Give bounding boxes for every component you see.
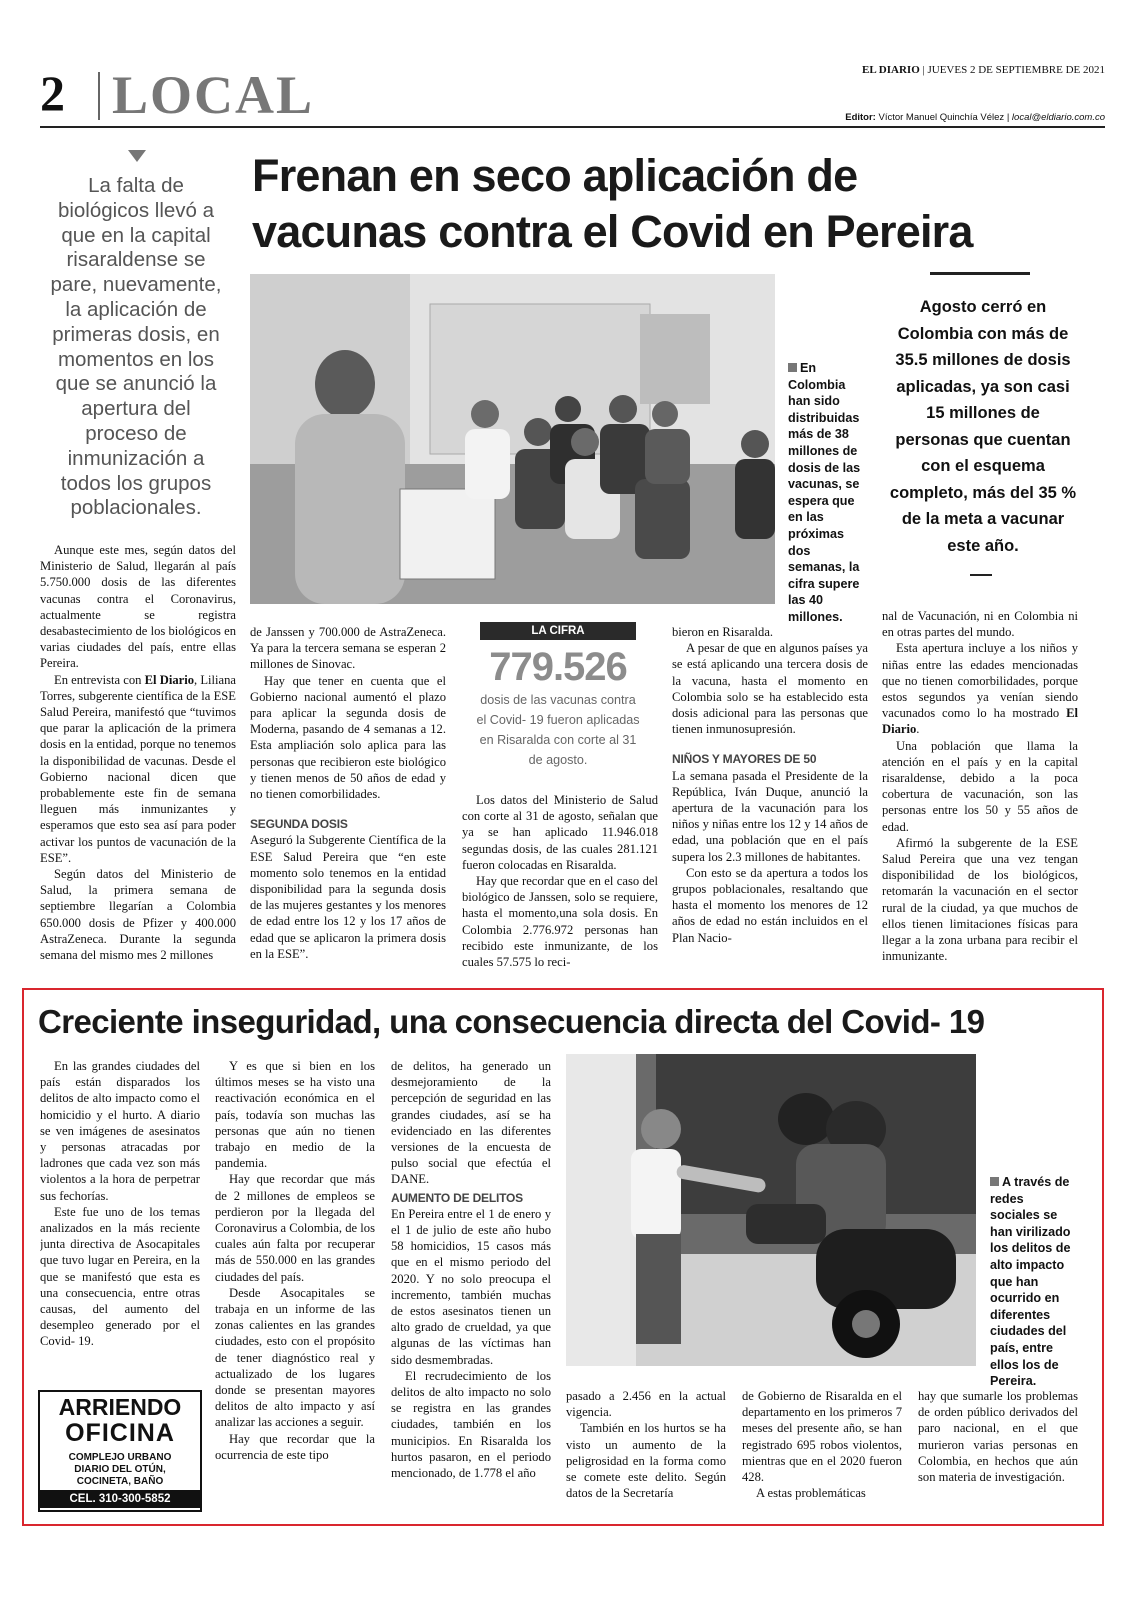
article2-column-1: En las grandes ciudades del país están disparados los delitos de alto impacto como el homicidio y el hurto. A diario se ven imágenes de asesinatos y personas atracadas por ladrones que cada vez son más violentos a la hora de perpetrar sus fechorías. Este fue uno de los temas analizados en la más reciente junta directiva de Asocapitales que tuvo lugar en Pereira, en la que se manifestó que esta es una consecuencia, entre otras causas, del aumento del desempleo generado por el Covid- 19. [40,1059,200,1349]
vaccination-scene [250,274,775,604]
section-title: LOCAL [112,65,315,125]
article1-pullquote: Agosto cerró en Colombia con más de 35.5 millones de dosis aplicadas, ya son casi 15 millones de personas que cuentan con el esquema completo, más del 35 % de la meta a vacunar este año. [889,298,1077,555]
page-header [40,60,1105,130]
editor-email[interactable]: local@eldiario.com.co [1011,112,1105,123]
caption-marker [788,363,797,372]
vaccination-photo [250,274,775,604]
article1-column-4: bieron en Risaralda. A pesar de que en algunos países ya se está aplicando una tercera dosis de la vacuna, hasta el momento en Colombia solo se ha establecido esta dosis adicional para las personas que tienen inmunosupresión. NIÑOS Y MAYORES DE 50 La semana pasada el Presidente de la República, Iván Duque, anunció la apertura de la vacunación para los niños y niñas entre los 12 y 14 años de edad, una población que en el país supera los 2.3 millones de habitantes. Con esto se da apertura a todos los grupos poblacionales, resaltando que hasta el momento los menores de 12 años de edad no están incluidos en el Plan Nacio- [672,625,868,945]
masthead-line: EL DIARIO | JUEVES 2 DE SEPTIEMBRE DE 2021 [861,64,1105,76]
paper-name: EL DIARIO [861,64,920,76]
page-number: 2 [40,65,65,121]
cifra-text: dosis de las vacunas contra el Covid- 19 fueron aplicadas en Risaralda con corte al 31 de agosto. [476,693,640,767]
article1-headline: Frenan en seco aplicación de vacunas contra el Covid en Pereira [252,150,973,257]
header-divider [98,72,100,120]
article1-column-3: Los datos del Ministerio de Salud con corte al 31 de agosto, señalan que ya se han aplicado 11.946.018 segundas dosis, de las cuales 281.121 fueron colocadas en Risaralda. Hay que recordar que en el caso del biológico de Janssen, solo se requiere, hasta el momento,una sola dosis. En Colombia 2.776.972 personas han recibido este inmunizante, de los cuales 57.575 lo reci- [462,793,658,970]
ad-phone: CEL. 310-300-5852 [40,1490,200,1508]
article2-column-2: Y es que si bien en los últimos meses se ha visto una reactivación económica en el país, todavía son muchas las personas que aún no tienen trabajo en medio de la pandemia. Hay que recordar que más de 2 millones de empleos se perdieron por la llegada del Coronavirus a Colombia, de los cuales aún falta por recuperar más de 550.000 en las grandes ciudades del país. Desde Asocapitales se trabaja en un informe de las zonas calientes en las grandes ciudades, esto con el propósito de tener diagnóstico real y actualizado de los lugares donde se presentan mayores delitos de alto impacto y así analizar las acciones a seguir. Hay que recordar que la ocurrencia de este tipo [215,1059,375,1462]
article2-headline: Creciente inseguridad, una consecuencia directa del Covid- 19 [38,1003,985,1040]
article2-column-6: hay que sumarle los problemas de orden público derivados del paro nacional, en el que murieron varias personas en Colombia, en hechos que aún son materia de investigación. [918,1389,1078,1485]
article2-column-4: pasado a 2.456 en la actual vigencia. También en los hurtos se ha visto un aumento de la peligrosidad en la forma como se comete este delito. Según datos de la Secretaría [566,1389,726,1501]
header-rule [40,126,1105,128]
subheading-ninos: NIÑOS Y MAYORES DE 50 [672,752,817,767]
ad-detail-3: COCINETA, BAÑO [76,1476,164,1487]
article2-photo-caption: A través de redes sociales se han virilizado los delitos de alto impacto que han ocurrido en diferentes ciudades del país, entre ellos los de Pereira. [990,1175,1071,1389]
ad-detail-1: COMPLEJO URBANO [68,1452,172,1463]
article2-column-3: de delitos, ha generado un desmejoramiento de la percepción de seguridad en las grandes ciudades, así se ha evidenciado en las diferentes versiones de la encuesta de pulso social que efectúa el DANE. AUMENTO DE DELITOS En Pereira entre el 1 de enero y el 1 de julio de este año hubo 58 homicidios, 15 casos más que en el mismo periodo del 2020. Y no solo preocupa el incremento, también muchas de estos asesinatos tienen un alto grado de crueldad, ya que algunas de las víctimas han sido desmembradas. El recrudecimiento de los delitos de alto impacto no solo se registra en las grandes ciudades, también en los municipios. En Risaralda los hurtos pasaron, en el periodo mencionado, de 1.778 el año [391,1059,551,1481]
editor-label: Editor: [845,112,876,123]
pullquote-rule-bottom [970,574,992,576]
ad-detail-2: DIARIO DEL OTÚN, [74,1464,166,1475]
article1-lead: La falta de biológicos llevó a que en la capital risaraldense se pare, nuevamente, la aplicación de primeras dosis, en momentos en los que se anunció la apertura del proceso de inmunización a todos los grupos poblacionales. [50,174,222,520]
ad-title-bottom: OFICINA [65,1419,175,1447]
subheading-aumento-delitos: AUMENTO DE DELITOS [391,1190,523,1205]
article2-column-5: de Gobierno de Risaralda en el departamento en los primeros 7 meses del presente año, se han registrado 695 robos violentos, mientras que en el 2020 fueron 428. A estas problemáticas [742,1389,902,1501]
cifra-label: LA CIFRA [480,622,636,640]
robbery-scene [566,1054,976,1366]
article1-column-5: nal de Vacunación, ni en Colombia ni en otras partes del mundo. Esta apertura incluye a los niños y niñas entre las edades mencionadas que no tienen comorbilidades, porque estos segundos ya venían siendo vacunados como lo ha mostrado El Diario. Una población que llama la atención en el país y en la capital risaraldense, debido a la poca cobertura de vacunación, son las personas entre los 50 y 55 años de edad. Afirmó la subgerente de la ESE Salud Pereira que una vez tengan disponibilidad de los biológicos, retomarán la vacunación en el sector rural de la ciudad, ya que muchos de ellos tienen limitaciones físicas para llegar a la zona urbana para recibir el inmunizante. [882,609,1078,964]
subheading-segunda-dosis: SEGUNDA DOSIS [250,817,348,832]
classified-ad[interactable] [38,1390,202,1512]
editor-name: Víctor Manuel Quinchía Vélez [878,112,1005,123]
pullquote-rule-top [930,272,1030,275]
ad-title-top: ARRIENDO [58,1394,182,1420]
article1-photo-caption: En Colombia han sido distribuidas más de 38 millones de dosis de las vacunas, se espera que en las próximas dos semanas, la cifra supere las 40 millones. [788,361,861,624]
article1-column-2: de Janssen y 700.000 de AstraZeneca. Ya para la tercera semana se esperan 2 millones de Sinovac. Hay que tener en cuenta que el Gobierno nacional aumentó el plazo para aplicar la segunda dosis de Moderna, pasando de 4 semanas a 12. Esta ampliación solo aplica para las personas que recibieron este biológico y tienen menos de 50 años de edad y no tienen comorbilidades. SEGUNDA DOSIS Aseguró la Subgerente Científica de la ESE Salud Pereira que “en este momento solo tenemos en la entidad disponibilidad para la segunda dosis de las mujeres gestantes y los menores de edad entre los 12 y los 17 años de edad que se aplicaron la primera dosis en la ESE”. [250,625,446,961]
article1-column-1: Aunque este mes, según datos del Ministerio de Salud, llegarán al país 5.750.000 dosis de las diferentes vacunas contra el Coronavirus, actualmente se registra desabastecimiento de los biológicos en varias ciudades del país, entre ellas Pereira. En entrevista con El Diario, Liliana Torres, subgerente científica de la ESE Salud Pereira, manifestó que “tuvimos que parar la aplicación de la primera dosis en la entidad, porque no tenemos la disponibilidad de vacunas. Desde el Gobierno nacional dicen que probablemente este fin de semana lleguen más inmunizantes y esperamos que esto sea así para poder activar los puntos de vacunación de la ESE”. Según datos del Ministerio de Salud, la primera semana de septiembre llegarían a Colombia 650.000 dosis de Pfizer y 400.000 AstraZeneca. Durante la segunda semana del mismo mes 2 millones [40,543,236,963]
editor-line: Editor: Víctor Manuel Quinchía Vélez | local@eldiario.com.co [845,112,1105,123]
robbery-photo [566,1054,976,1366]
publication-date: JUEVES 2 DE SEPTIEMBRE DE 2021 [927,64,1105,76]
lead-arrow [128,150,146,162]
cifra-number: 779.526 [489,645,627,689]
caption-marker [990,1177,999,1186]
